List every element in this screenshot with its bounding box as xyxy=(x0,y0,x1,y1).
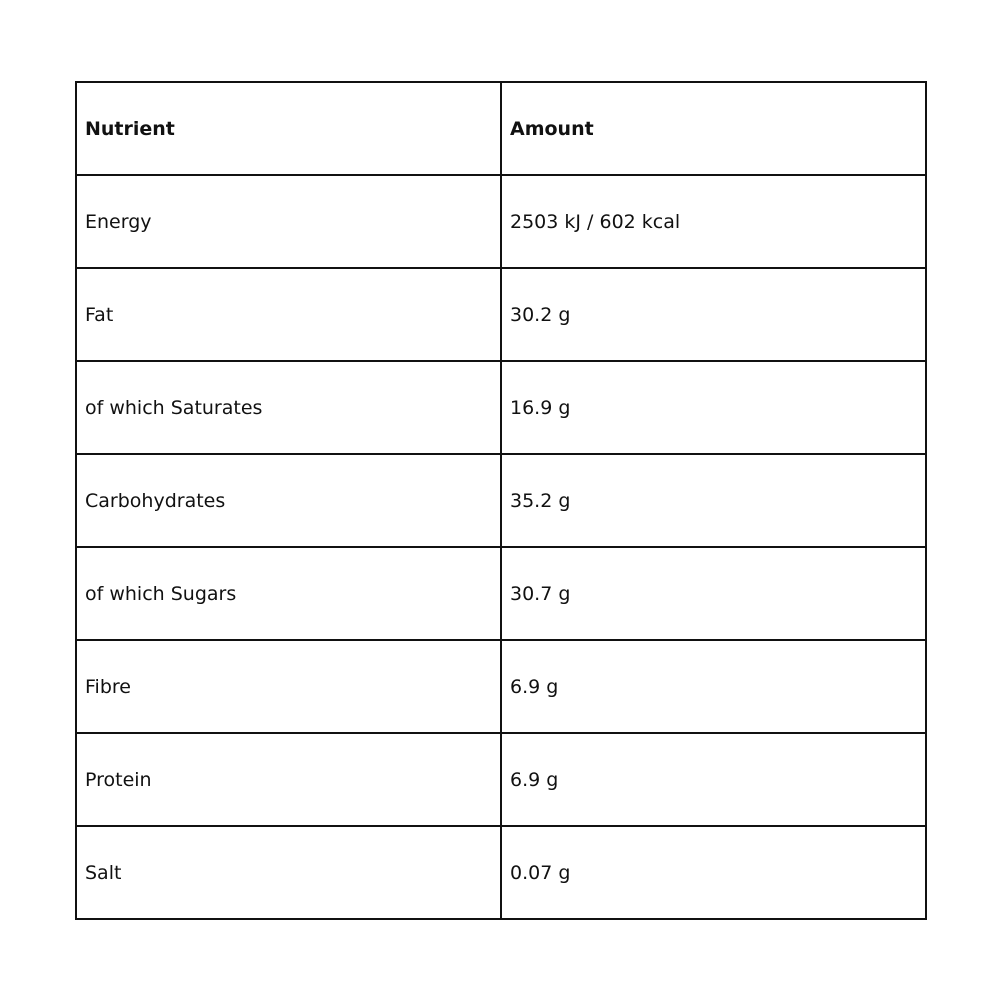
table-row xyxy=(76,454,926,547)
table-header-row xyxy=(76,82,926,175)
amount-cell: 30.7 g xyxy=(501,547,926,640)
nutrient-cell: of which Saturates xyxy=(76,361,501,454)
amount-cell: 35.2 g xyxy=(501,454,926,547)
amount-cell: 30.2 g xyxy=(501,268,926,361)
nutrient-cell: Carbohydrates xyxy=(76,454,501,547)
table-row xyxy=(76,268,926,361)
amount-cell: 16.9 g xyxy=(501,361,926,454)
amount-column-header: Amount xyxy=(501,82,926,175)
table-row xyxy=(76,640,926,733)
nutrient-cell: Salt xyxy=(76,826,501,919)
nutrient-cell: Fibre xyxy=(76,640,501,733)
nutrition-table xyxy=(75,81,927,920)
nutrient-cell: of which Sugars xyxy=(76,547,501,640)
amount-cell: 0.07 g xyxy=(501,826,926,919)
table-row xyxy=(76,361,926,454)
nutrient-column-header: Nutrient xyxy=(76,82,501,175)
amount-cell: 6.9 g xyxy=(501,640,926,733)
amount-cell: 2503 kJ / 602 kcal xyxy=(501,175,926,268)
nutrient-cell: Energy xyxy=(76,175,501,268)
table-row xyxy=(76,826,926,919)
nutrient-cell: Fat xyxy=(76,268,501,361)
nutrient-cell: Protein xyxy=(76,733,501,826)
table-row xyxy=(76,733,926,826)
table-row xyxy=(76,547,926,640)
table-row xyxy=(76,175,926,268)
amount-cell: 6.9 g xyxy=(501,733,926,826)
